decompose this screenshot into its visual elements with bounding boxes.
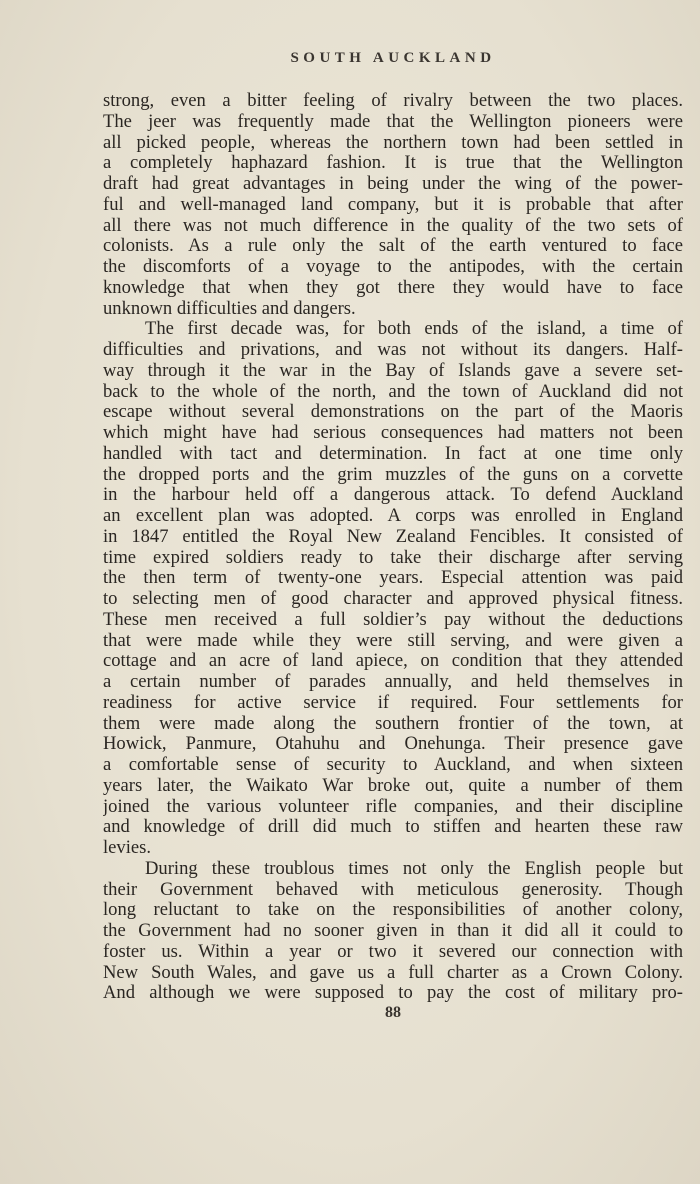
text-line: long reluctant to take on the responsibilities of another colony, <box>103 900 683 921</box>
text-line: a completely haphazard fashion. It is true that the Wellington <box>103 153 683 174</box>
text-line: levies. <box>103 838 152 858</box>
text-line: the Government had no sooner given in than it did all it could to <box>103 921 683 941</box>
page-number: 88 <box>385 1004 401 1021</box>
text-line: all picked people, whereas the northern town had been settled in <box>103 132 683 153</box>
running-head: SOUTH AUCKLAND <box>290 50 496 66</box>
text-line: all there was not much difference in the quality of the two sets of <box>103 215 683 236</box>
text-line: unknown difficulties and dangers. <box>103 298 356 319</box>
text-line: the discomforts of a voyage to the antipodes, with the certain <box>103 257 683 277</box>
text-line: The first decade was, for both ends of the island, a time of <box>145 319 683 340</box>
text-line: knowledge that when they got there they would have to face <box>103 277 683 298</box>
text-line: in the harbour held off a dangerous attack. To defend Auckland <box>103 485 683 506</box>
body-text <box>103 91 683 1004</box>
text-line: an excellent plan was adopted. A corps was enrolled in England <box>103 506 683 526</box>
text-line: draft had great advantages in being under the wing of the power- <box>103 174 683 194</box>
text-line: joined the various volunteer rifle companies, and their discipline <box>103 796 683 817</box>
text-line: And although we were supposed to pay the cost of military pro- <box>103 983 683 1004</box>
text-line: These men received a full soldier’s pay without the deductions <box>103 609 683 630</box>
text-line: years later, the Waikato War broke out, quite a number of them <box>103 775 683 796</box>
text-line: escape without several demonstrations on the part of the Maoris <box>103 402 683 423</box>
text-line: readiness for active service if required. Four settlements for <box>103 692 683 713</box>
text-line: time expired soldiers ready to take their discharge after serving <box>103 547 683 568</box>
text-line: and knowledge of drill did much to stiffen and hearten these raw <box>103 817 683 838</box>
text-line: difficulties and privations, and was not without its dangers. Half- <box>103 340 683 360</box>
text-line: their Government behaved with meticulous generosity. Though <box>103 879 683 900</box>
text-line: The jeer was frequently made that the Wellington pioneers were <box>103 111 683 132</box>
text-line: New South Wales, and gave us a full charter as a Crown Colony. <box>103 962 683 983</box>
text-line: strong, even a bitter feeling of rivalry between the two places. <box>103 91 683 111</box>
text-line: Howick, Panmure, Otahuhu and Onehunga. Their presence gave <box>103 734 683 755</box>
text-line: them were made along the southern frontier of the town, at <box>103 713 683 734</box>
text-line: cottage and an acre of land apiece, on condition that they attended <box>103 651 683 672</box>
text-line: During these troublous times not only the English people but <box>145 858 683 879</box>
text-line: handled with tact and determination. In fact at one time only <box>103 443 683 464</box>
text-line: ful and well-managed land company, but it is probable that after <box>103 194 683 215</box>
text-line: in 1847 entitled the Royal New Zealand Fencibles. It consisted of <box>103 526 683 547</box>
text-line: the dropped ports and the grim muzzles of the guns on a corvette <box>103 464 683 485</box>
text-line: back to the whole of the north, and the town of Auckland did not <box>103 381 683 402</box>
text-line: way through it the war in the Bay of Islands gave a severe set- <box>103 360 683 381</box>
text-line: which might have had serious consequences had matters not been <box>103 423 683 443</box>
text-line: the then term of twenty-one years. Especial attention was paid <box>103 568 683 589</box>
text-line: a comfortable sense of security to Auckland, and when sixteen <box>103 755 683 775</box>
text-line: to selecting men of good character and approved physical fitness. <box>103 589 683 609</box>
text-line: a certain number of parades annually, and held themselves in <box>103 672 683 692</box>
text-line: foster us. Within a year or two it severed our connection with <box>103 941 683 962</box>
text-line: colonists. As a rule only the salt of the earth ventured to face <box>103 236 683 257</box>
text-line: that were made while they were still serving, and were given a <box>103 630 683 651</box>
